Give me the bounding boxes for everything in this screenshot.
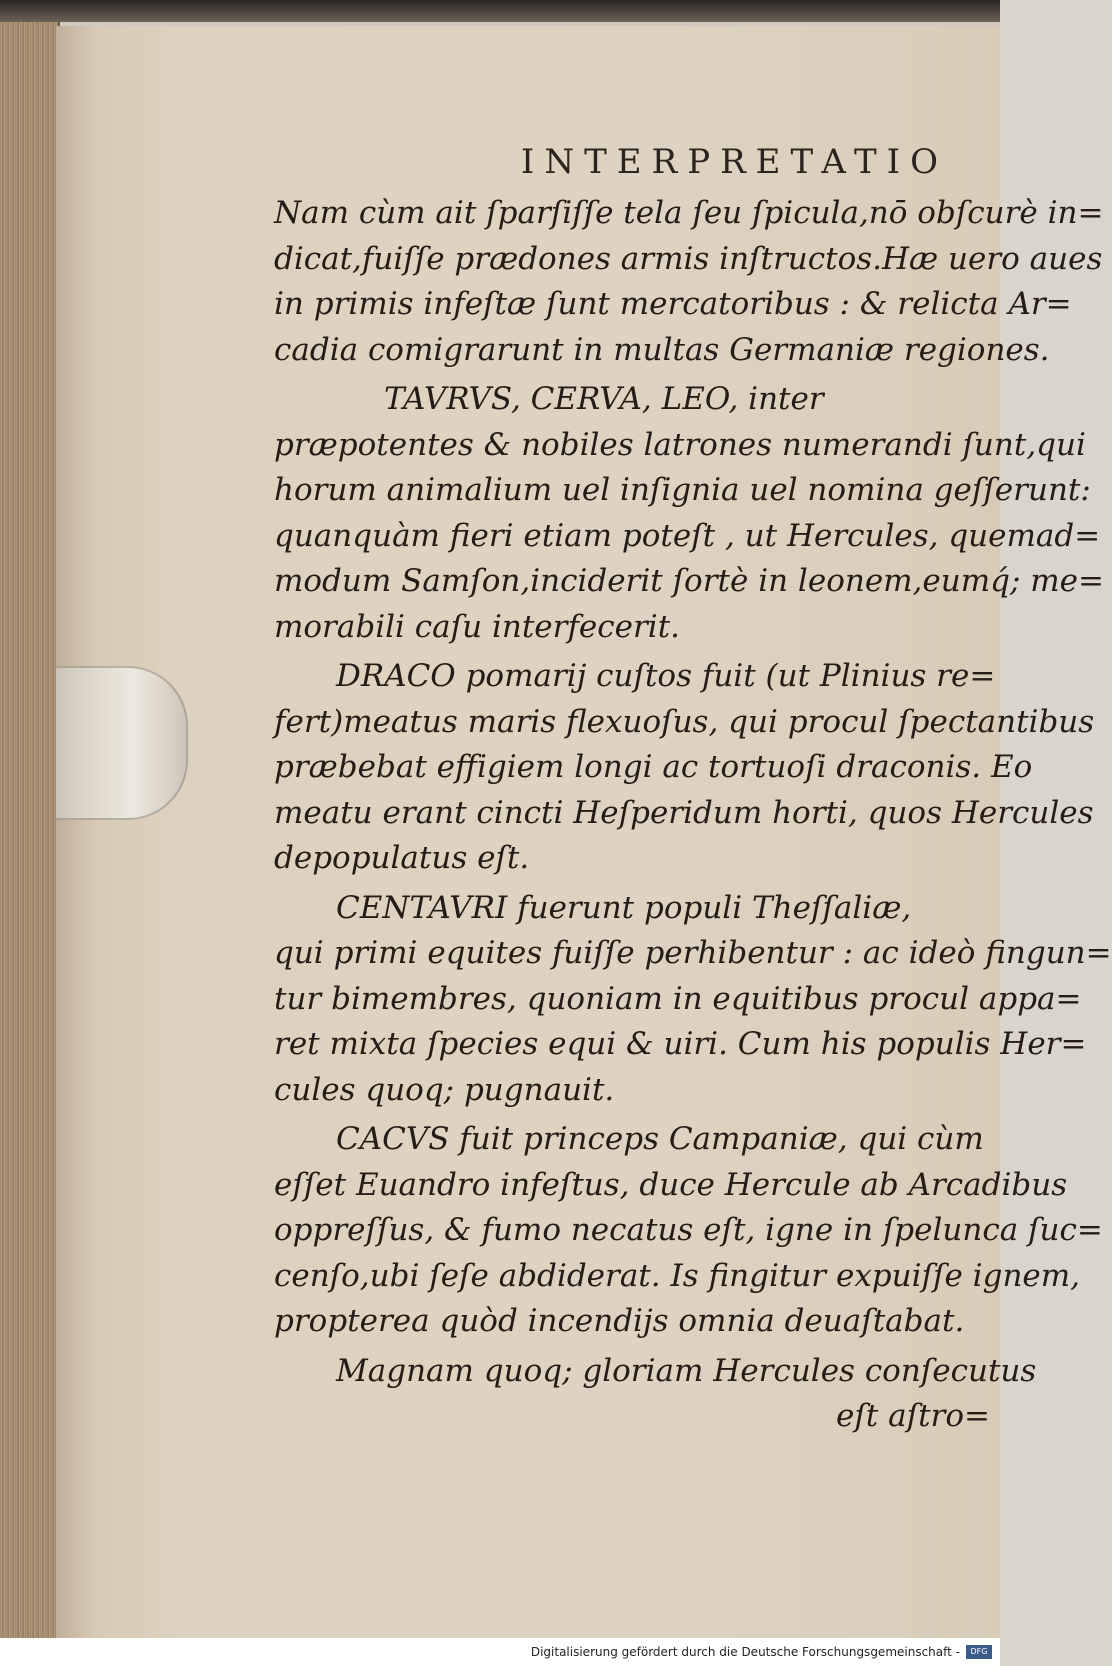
text-line: Nam cùm ait ſparſiſſe tela ſeu ſpicula,nō obſcurè in= (274, 195, 1104, 231)
page-holder-clip (56, 666, 188, 820)
page-body-text (274, 191, 1112, 1440)
scan-top-shadow (0, 0, 1000, 22)
text-line: CACVS fuit princeps Campaniæ, qui cùm (336, 1121, 984, 1157)
text-line: modum Samſon,inciderit ſortè in leonem,eumq́; me= (274, 563, 1104, 599)
text-line: præbebat effigiem longi ac tortuoſi draconis. Eo (274, 749, 1033, 785)
text-line: eſſet Euandro infeſtus, duce Hercule ab Arcadibus (274, 1166, 1068, 1203)
running-header: INTERPRETATIO (520, 142, 948, 182)
text-line: cenſo,ubi ſeſe abdiderat. Is fingitur expuiſſe ignem, (274, 1257, 1080, 1294)
text-line: tur bimembres, quoniam in equitibus procul appa= (274, 980, 1082, 1017)
text-line: Magnam quoq; gloriam Hercules conſecutus (336, 1352, 1037, 1389)
text-line: ret mixta ſpecies equi & uiri. Cum his populis Her= (274, 1026, 1087, 1062)
text-line: dicat,fuiſſe prædones armis inſtructos.Hæ uero aues (274, 240, 1103, 277)
text-line: CENTAVRI fuerunt populi Theſſaliæ, (336, 889, 912, 926)
digitization-credit-text: Digitalisierung gefördert durch die Deutsche Forschungsgemeinschaft - (530, 1645, 960, 1659)
text-line: qui primi equites fuiſſe perhibentur : ac ideò fingun= (274, 935, 1112, 971)
book-page-edges (0, 22, 60, 1642)
text-line: horum animalium uel inſignia uel nomina geſſerunt: (274, 472, 1091, 508)
text-line: quanquàm fieri etiam poteſt , ut Hercules, quemad= (274, 517, 1101, 554)
text-line: depopulatus eſt. (274, 840, 530, 876)
book-page (56, 26, 1112, 1638)
text-line: cules quoq; pugnauit. (274, 1071, 615, 1108)
text-line: DRACO pomarij cuſtos fuit (ut Plinius re= (336, 658, 996, 694)
text-line: cadia comigrarunt in multas Germaniæ regiones. (274, 331, 1050, 368)
dfg-logo: DFG (966, 1645, 992, 1659)
text-line: TAVRVS, CERVA, LEO, inter (384, 381, 824, 417)
text-line: propterea quòd incendijs omnia deuaſtabat. (274, 1303, 965, 1339)
text-line: morabili caſu interfecerit. (274, 608, 681, 645)
text-line: meatu erant cincti Heſperidum horti, quos Hercules (274, 794, 1094, 831)
catchword-line: eſt aſtro= (835, 1398, 990, 1434)
text-line: præpotentes & nobiles latrones numerandi ſunt,qui (274, 426, 1086, 463)
text-line: oppreſſus, & fumo necatus eſt, igne in ſpelunca ſuc= (274, 1212, 1103, 1248)
digitization-credit-bar (0, 1638, 1000, 1666)
text-line: in primis infeſtæ ſunt mercatoribus : & relicta Ar= (274, 286, 1072, 322)
text-line: fert)meatus maris flexuoſus, qui procul ſpectantibus (274, 703, 1095, 740)
